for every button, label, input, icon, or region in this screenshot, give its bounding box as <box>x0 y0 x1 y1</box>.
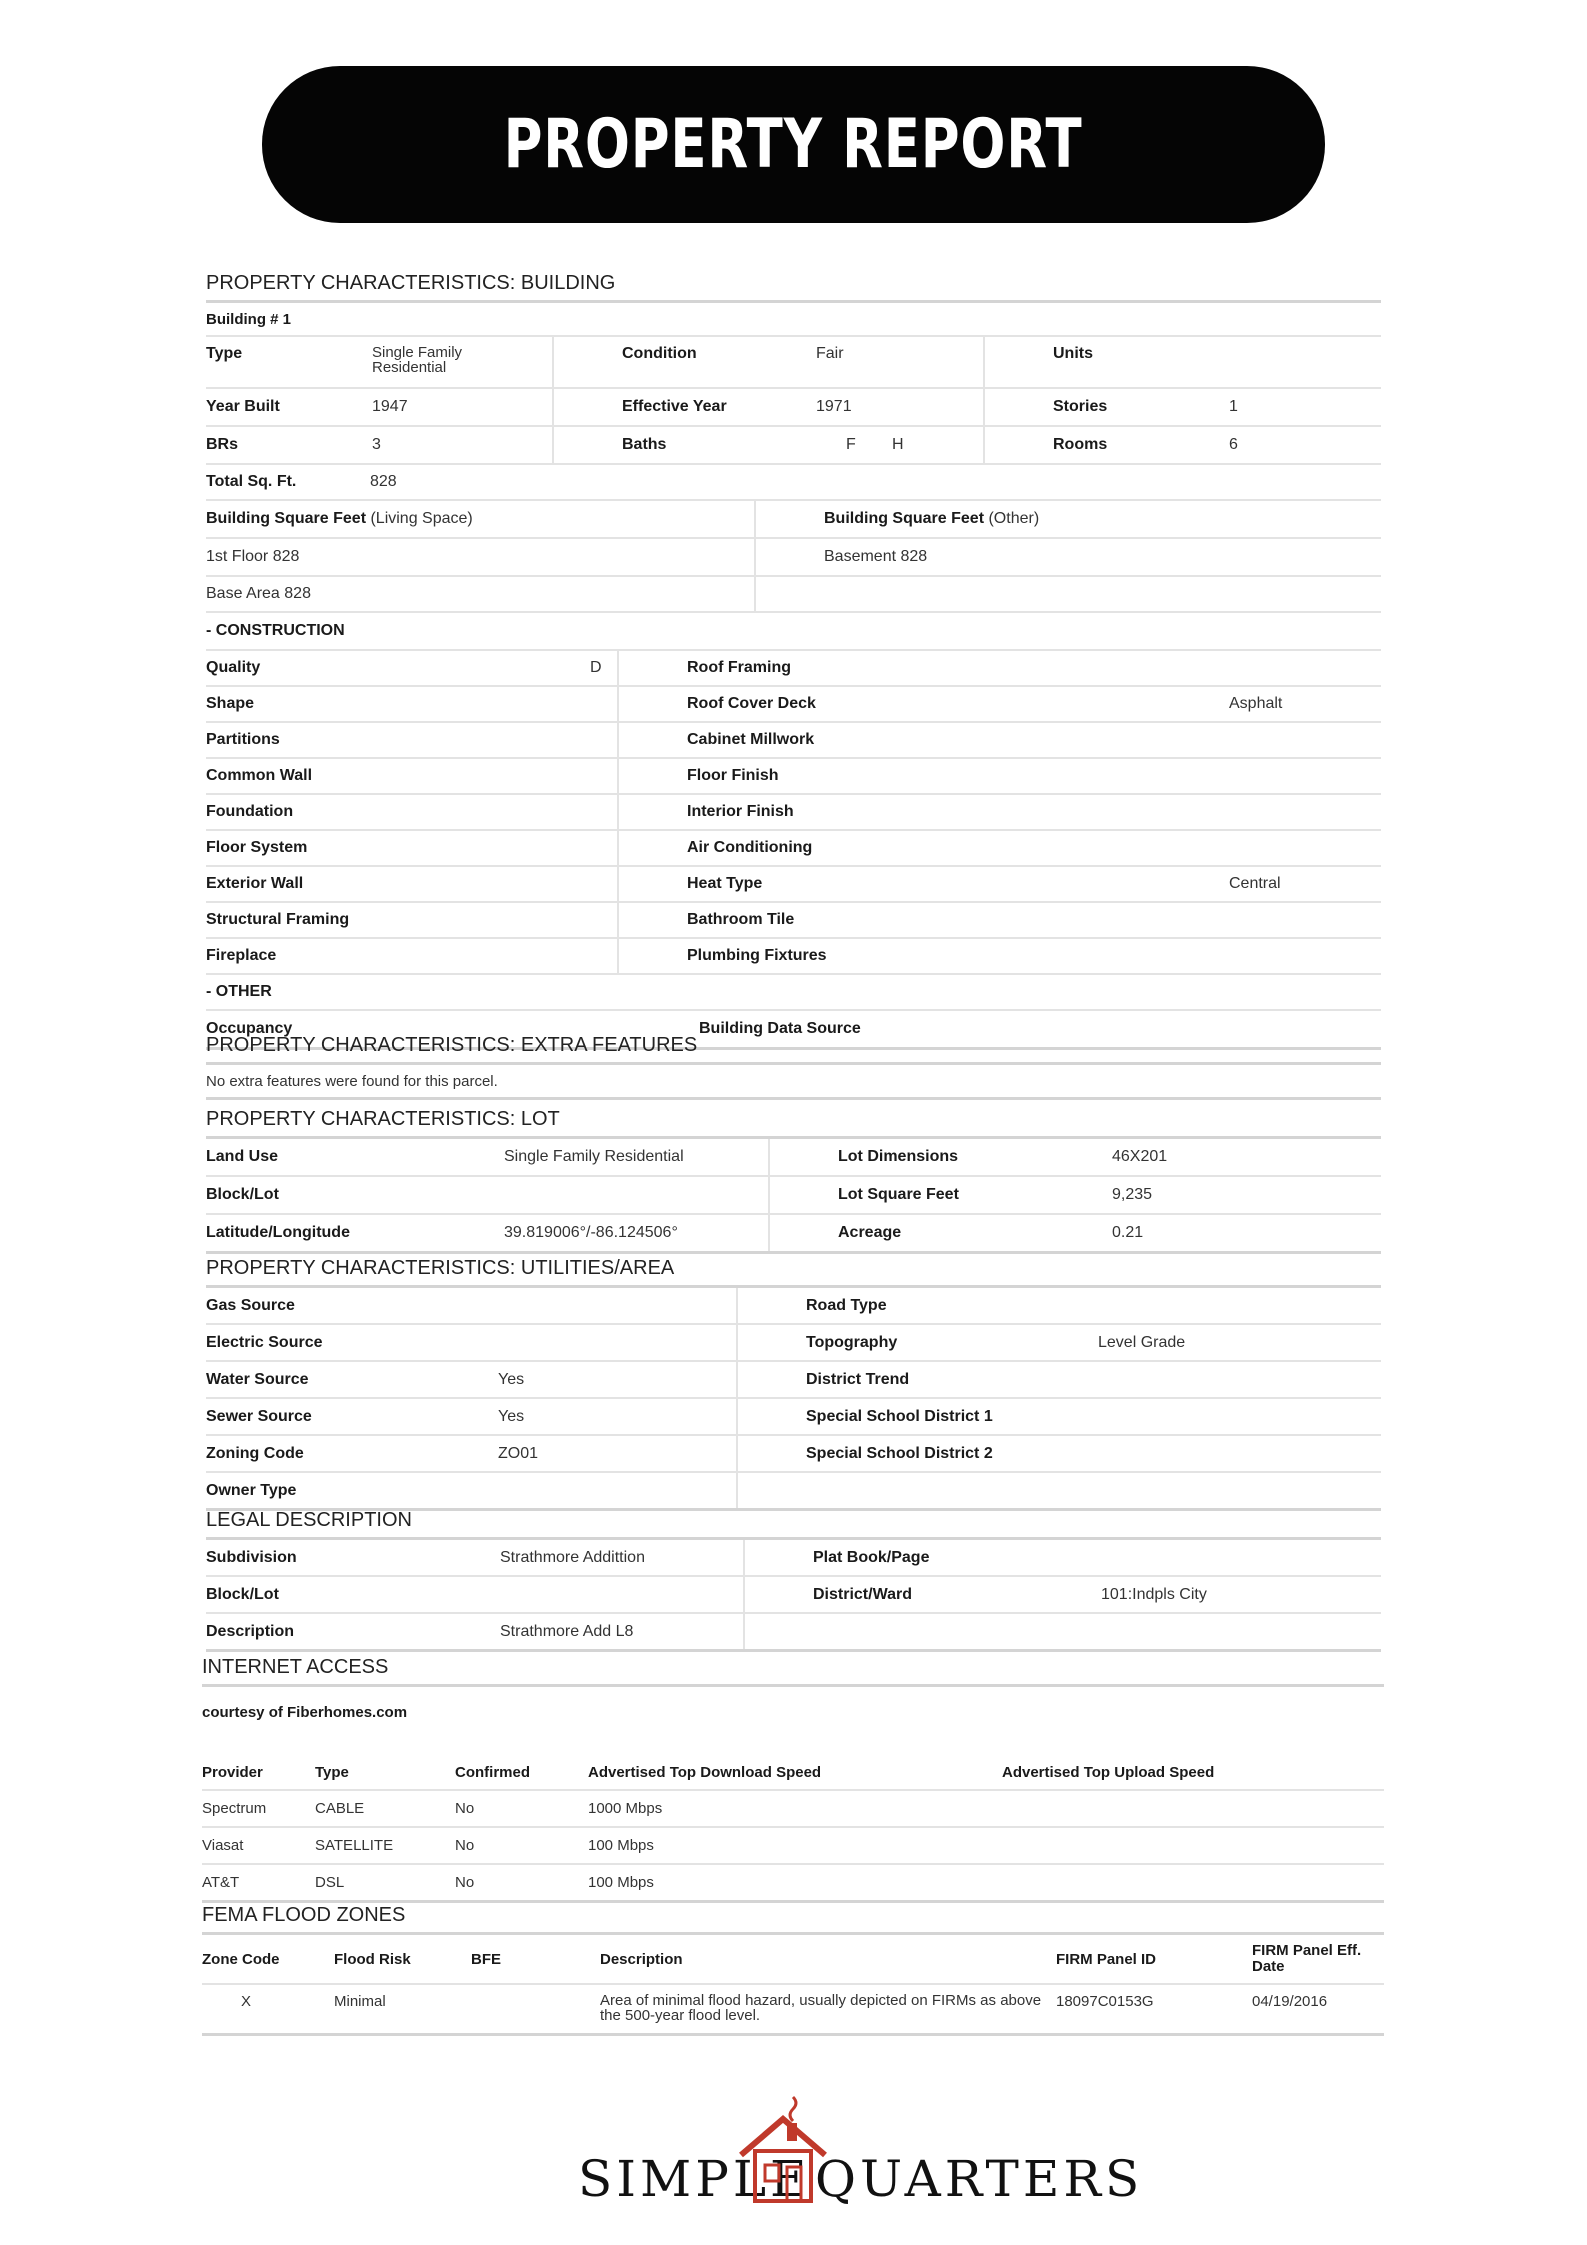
construction-row <box>206 687 1381 723</box>
construction-right-cell <box>617 867 1381 901</box>
construction-label: Floor Finish <box>687 767 779 784</box>
baths-cell <box>552 427 983 463</box>
baths-half: H <box>892 436 904 453</box>
base-area-empty <box>754 577 1381 611</box>
internet-cell: SATELLITE <box>315 1837 394 1854</box>
construction-left-cell <box>206 831 617 865</box>
building-number-row <box>206 303 1381 337</box>
logo-text-right: QUARTERS <box>815 2150 1144 2208</box>
fema-panel: 18097C0153G <box>1056 1993 1154 2010</box>
internet-cell: No <box>455 1800 475 1817</box>
bsf-other-sub: (Other) <box>988 510 1040 527</box>
simple-quarters-logo <box>578 2095 1144 2208</box>
utilities-right-cell <box>736 1436 1381 1471</box>
lot-label: Lot Dimensions <box>838 1148 959 1165</box>
utilities-section <box>206 1253 1381 1511</box>
internet-cell: 100 Mbps <box>588 1837 654 1854</box>
total-sqft-value: 828 <box>370 473 397 490</box>
construction-row <box>206 651 1381 687</box>
section-title: LEGAL DESCRIPTION <box>206 1505 1381 1540</box>
extra-features-note: No extra features were found for this parcel. <box>206 1072 498 1090</box>
legal-right-cell <box>743 1614 1381 1649</box>
utilities-right-cell <box>736 1325 1381 1360</box>
construction-row <box>206 795 1381 831</box>
construction-label: Shape <box>206 695 255 712</box>
utilities-row <box>206 1436 1381 1473</box>
year-built-value: 1947 <box>372 398 408 415</box>
lot-value: 9,235 <box>1112 1186 1153 1203</box>
utilities-right-cell <box>736 1399 1381 1434</box>
utilities-value: Level Grade <box>1098 1333 1186 1351</box>
legal-section <box>206 1505 1381 1652</box>
utilities-label: Special School District 1 <box>806 1407 993 1425</box>
utilities-label: Owner Type <box>206 1481 297 1499</box>
legal-row <box>206 1614 1381 1652</box>
base-area-row <box>206 577 1381 613</box>
legal-label: Block/Lot <box>206 1585 279 1603</box>
year-built-label: Year Built <box>206 398 280 415</box>
lot-value: 39.819006°/-86.124506° <box>504 1224 678 1241</box>
lot-left-cell <box>206 1215 768 1251</box>
occupancy-label: Occupancy <box>206 1020 293 1037</box>
internet-header-cell: Type <box>315 1763 349 1781</box>
section-title: PROPERTY CHARACTERISTICS: LOT <box>206 1104 1381 1139</box>
lot-section <box>206 1104 1381 1254</box>
type-label: Type <box>206 345 243 362</box>
construction-label: - CONSTRUCTION <box>206 622 345 639</box>
internet-spacer <box>202 1737 1384 1755</box>
utilities-value: Yes <box>498 1407 525 1425</box>
condition-value: Fair <box>816 345 844 362</box>
legal-left-cell <box>206 1614 743 1649</box>
building-section <box>206 268 1381 1050</box>
internet-cell: Spectrum <box>202 1800 267 1817</box>
total-sqft-row <box>206 465 1381 501</box>
baths-full: F <box>846 436 856 453</box>
lot-value: Single Family Residential <box>504 1148 684 1165</box>
construction-left-cell <box>206 903 617 937</box>
condition-cell <box>552 337 983 387</box>
utilities-row <box>206 1399 1381 1436</box>
section-title: FEMA FLOOD ZONES <box>202 1900 1384 1935</box>
other-header-row <box>206 975 1381 1011</box>
construction-row <box>206 759 1381 795</box>
bsf-header-row <box>206 501 1381 539</box>
construction-right-cell <box>617 795 1381 829</box>
fema-date: 04/19/2016 <box>1252 1993 1328 2010</box>
type-cell <box>206 337 552 387</box>
fema-bfe <box>471 1985 600 2033</box>
lot-right-cell <box>768 1139 1381 1175</box>
internet-cell: No <box>455 1837 475 1854</box>
legal-label: District/Ward <box>813 1585 912 1603</box>
internet-row <box>202 1791 1384 1828</box>
year-built-cell <box>206 389 552 425</box>
construction-left-cell <box>206 795 617 829</box>
construction-label: Structural Framing <box>206 911 350 928</box>
construction-header-row <box>206 613 1381 651</box>
legal-right-cell <box>743 1577 1381 1612</box>
construction-right-cell <box>617 723 1381 757</box>
fema-desc: Area of minimal flood hazard, usually depicted on FIRMs as above the 500-year flood level. <box>600 1992 1042 2024</box>
utilities-right-cell <box>736 1362 1381 1397</box>
section-title: INTERNET ACCESS <box>202 1652 1384 1687</box>
lot-list <box>206 1139 1381 1254</box>
type-value: Single Family Residential <box>372 344 463 376</box>
utilities-left-cell <box>206 1399 736 1434</box>
condition-label: Condition <box>622 345 697 362</box>
internet-cell <box>1002 1828 1384 1863</box>
utilities-label: Sewer Source <box>206 1407 312 1425</box>
utilities-left-cell <box>206 1473 736 1508</box>
internet-cell: 100 Mbps <box>588 1874 654 1891</box>
construction-value: Central <box>1229 875 1281 892</box>
type-row <box>206 337 1381 389</box>
report-title: PROPERTY REPORT <box>504 105 1083 184</box>
extra-features-section <box>206 1030 1381 1100</box>
construction-right-cell <box>617 687 1381 721</box>
construction-left-cell <box>206 759 617 793</box>
stories-value: 1 <box>1229 398 1238 415</box>
lot-row <box>206 1177 1381 1215</box>
lot-value: 46X201 <box>1112 1148 1168 1165</box>
construction-left-cell <box>206 687 617 721</box>
lot-left-cell <box>206 1139 768 1175</box>
construction-right-cell <box>617 831 1381 865</box>
effective-year-label: Effective Year <box>622 398 727 415</box>
legal-row <box>206 1540 1381 1577</box>
construction-label: Partitions <box>206 731 280 748</box>
utilities-label: Topography <box>806 1333 898 1351</box>
construction-left-cell <box>206 651 617 685</box>
floor-row <box>206 539 1381 577</box>
internet-header-row <box>202 1755 1384 1791</box>
legal-list <box>206 1540 1381 1652</box>
building-number: Building # 1 <box>206 310 292 328</box>
legal-value: Strathmore Add L8 <box>500 1622 634 1640</box>
bsf-other-label: Building Square Feet <box>824 510 985 527</box>
legal-label: Subdivision <box>206 1548 297 1566</box>
construction-left-cell <box>206 867 617 901</box>
utilities-left-cell <box>206 1436 736 1471</box>
fema-h-zone: Zone Code <box>202 1950 280 1968</box>
section-title: PROPERTY CHARACTERISTICS: BUILDING <box>206 268 1381 303</box>
construction-right-cell <box>617 651 1381 685</box>
lot-row <box>206 1215 1381 1254</box>
construction-row <box>206 831 1381 867</box>
legal-left-cell <box>206 1577 743 1612</box>
utilities-label: Road Type <box>806 1296 887 1314</box>
construction-list <box>206 651 1381 975</box>
lot-right-cell <box>768 1215 1381 1251</box>
total-sqft-label: Total Sq. Ft. <box>206 473 297 490</box>
brs-cell <box>206 427 552 463</box>
utilities-left-cell <box>206 1288 736 1323</box>
section-title: PROPERTY CHARACTERISTICS: UTILITIES/AREA <box>206 1253 1381 1288</box>
fema-header-row <box>202 1935 1384 1985</box>
rooms-cell <box>983 427 1381 463</box>
data-source-label: Building Data Source <box>699 1020 861 1037</box>
lot-label: Lot Square Feet <box>838 1186 959 1203</box>
utilities-row <box>206 1325 1381 1362</box>
construction-label: Floor System <box>206 839 308 856</box>
construction-row <box>206 867 1381 903</box>
construction-row <box>206 939 1381 975</box>
legal-row <box>206 1577 1381 1614</box>
construction-label: Cabinet Millwork <box>687 731 815 748</box>
utilities-left-cell <box>206 1362 736 1397</box>
construction-label: Air Conditioning <box>687 839 813 856</box>
construction-label: Heat Type <box>687 875 763 892</box>
base-area: Base Area 828 <box>206 585 311 602</box>
stories-label: Stories <box>1053 398 1108 415</box>
utilities-left-cell <box>206 1325 736 1360</box>
effective-year-cell <box>552 389 983 425</box>
stories-cell <box>983 389 1381 425</box>
utilities-value: Yes <box>498 1370 525 1388</box>
fema-h-bfe: BFE <box>471 1950 501 1968</box>
rooms-value: 6 <box>1229 436 1238 453</box>
year-row <box>206 389 1381 427</box>
units-label: Units <box>1053 345 1093 362</box>
first-floor: 1st Floor 828 <box>206 548 300 565</box>
baths-label: Baths <box>622 436 667 453</box>
lot-right-cell <box>768 1177 1381 1213</box>
effective-year-value: 1971 <box>816 398 852 415</box>
utilities-label: Water Source <box>206 1370 309 1388</box>
bsf-living-cell <box>206 501 754 537</box>
lot-label: Acreage <box>838 1224 902 1241</box>
bsf-living-sub: (Living Space) <box>370 510 473 527</box>
legal-value: Strathmore Addittion <box>500 1548 645 1566</box>
extra-features-note-row <box>206 1065 1381 1100</box>
construction-label: Bathroom Tile <box>687 911 795 928</box>
internet-cell <box>1002 1865 1384 1900</box>
utilities-row <box>206 1362 1381 1399</box>
internet-header-cell: Advertised Top Upload Speed <box>1002 1763 1215 1781</box>
utilities-right-cell <box>736 1288 1381 1323</box>
internet-cell: 1000 Mbps <box>588 1800 663 1817</box>
internet-row <box>202 1865 1384 1903</box>
utilities-label: Special School District 2 <box>806 1444 993 1462</box>
brs-value: 3 <box>372 436 381 453</box>
utilities-value: ZO01 <box>498 1444 539 1462</box>
legal-right-cell <box>743 1540 1381 1575</box>
construction-left-cell <box>206 939 617 973</box>
internet-cell: CABLE <box>315 1800 365 1817</box>
fema-h-panel: FIRM Panel ID <box>1056 1950 1157 1968</box>
bsf-living-label: Building Square Feet <box>206 510 367 527</box>
internet-cell: Viasat <box>202 1837 244 1854</box>
construction-label: Interior Finish <box>687 803 794 820</box>
units-cell <box>983 337 1381 387</box>
logo-text-left: SIMPLE <box>578 2150 811 2208</box>
construction-row <box>206 723 1381 759</box>
construction-label: Plumbing Fixtures <box>687 947 827 964</box>
utilities-row <box>206 1288 1381 1325</box>
utilities-label: Zoning Code <box>206 1444 304 1462</box>
rooms-label: Rooms <box>1053 436 1108 453</box>
brs-label: BRs <box>206 436 239 453</box>
construction-value: Asphalt <box>1229 695 1283 712</box>
internet-header-cell: Provider <box>202 1763 263 1781</box>
construction-right-cell <box>617 903 1381 937</box>
lot-label: Land Use <box>206 1148 279 1165</box>
lot-label: Latitude/Longitude <box>206 1224 350 1241</box>
lot-value: 0.21 <box>1112 1224 1144 1241</box>
internet-section <box>202 1652 1384 1903</box>
fema-data-row <box>202 1985 1384 2036</box>
fema-zone: X <box>241 1993 252 2010</box>
legal-label: Plat Book/Page <box>813 1548 930 1566</box>
utilities-label: District Trend <box>806 1370 910 1388</box>
lot-label: Block/Lot <box>206 1186 279 1203</box>
construction-row <box>206 903 1381 939</box>
construction-label: Fireplace <box>206 947 277 964</box>
fema-risk: Minimal <box>334 1993 386 2010</box>
legal-label: Description <box>206 1622 295 1640</box>
internet-cell: No <box>455 1874 475 1891</box>
construction-label: Roof Framing <box>687 659 791 676</box>
report-banner <box>262 66 1325 223</box>
bsf-other-cell <box>754 501 1381 537</box>
construction-right-cell <box>617 939 1381 973</box>
section-title: PROPERTY CHARACTERISTICS: EXTRA FEATURES <box>206 1030 1381 1065</box>
internet-cell: AT&T <box>202 1874 240 1891</box>
brs-row <box>206 427 1381 465</box>
internet-cell: DSL <box>315 1874 345 1891</box>
construction-label: Common Wall <box>206 767 313 784</box>
internet-row <box>202 1828 1384 1865</box>
utilities-list <box>206 1288 1381 1511</box>
lot-row <box>206 1139 1381 1177</box>
utilities-right-cell <box>736 1473 1381 1508</box>
basement: Basement 828 <box>754 539 1381 575</box>
construction-left-cell <box>206 723 617 757</box>
utilities-label: Electric Source <box>206 1333 323 1351</box>
construction-label: Roof Cover Deck <box>687 695 816 712</box>
construction-label: Exterior Wall <box>206 875 304 892</box>
internet-courtesy: courtesy of Fiberhomes.com <box>202 1703 408 1721</box>
fema-h-date: FIRM Panel Eff. Date <box>1252 1942 1362 1975</box>
construction-label: Foundation <box>206 803 294 820</box>
legal-value: 101:Indpls City <box>1101 1585 1207 1603</box>
fema-h-desc: Description <box>600 1950 683 1968</box>
internet-cell <box>1002 1791 1384 1826</box>
other-label: - OTHER <box>206 983 272 1000</box>
utilities-label: Gas Source <box>206 1296 295 1314</box>
internet-header-cell: Advertised Top Download Speed <box>588 1763 822 1781</box>
fema-h-risk: Flood Risk <box>334 1950 411 1968</box>
internet-list <box>202 1791 1384 1903</box>
fema-section <box>202 1900 1384 2036</box>
construction-value: D <box>590 659 602 676</box>
internet-header-cell: Confirmed <box>455 1763 530 1781</box>
lot-left-cell <box>206 1177 768 1213</box>
construction-label: Quality <box>206 659 261 676</box>
construction-right-cell <box>617 759 1381 793</box>
legal-left-cell <box>206 1540 743 1575</box>
